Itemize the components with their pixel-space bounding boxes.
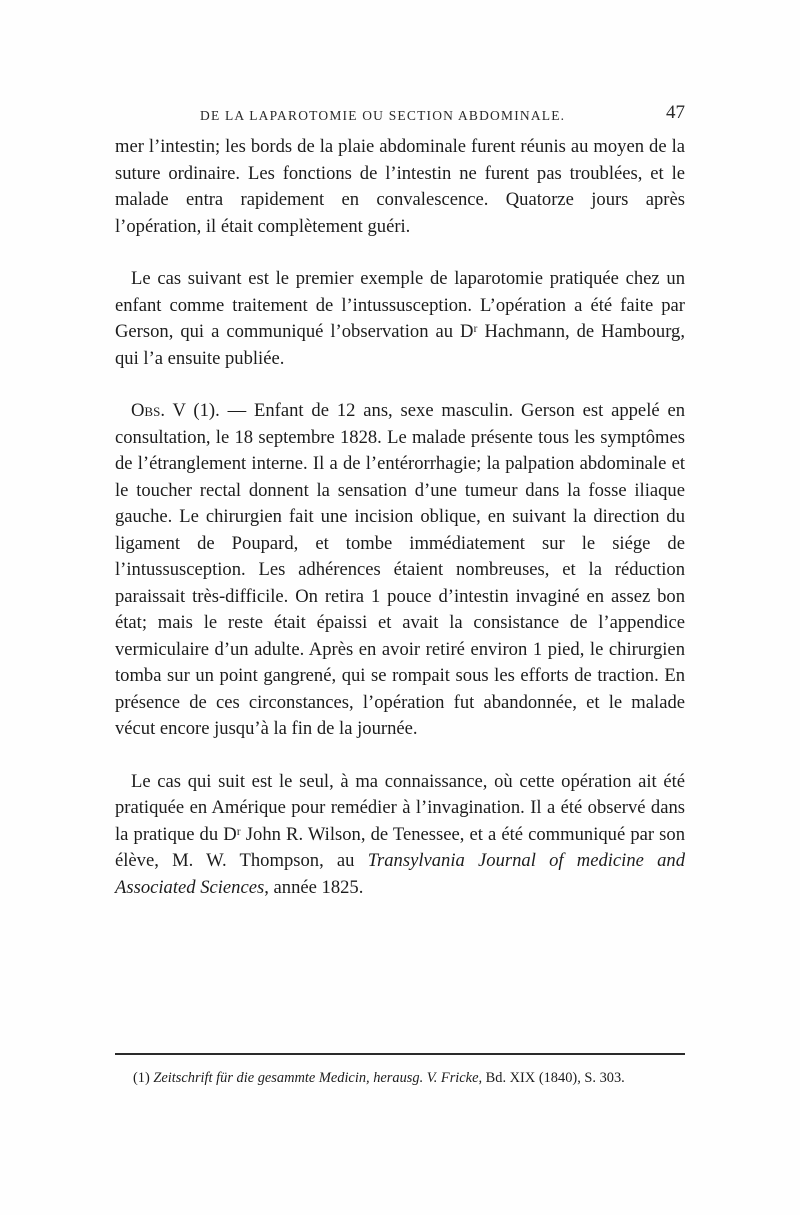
body-text [115, 134, 685, 901]
american-case-year: , année 1825. [264, 876, 364, 898]
observation-text: — Enfant de 12 ans, sexe masculin. Gerson est appelé en consultation, le 18 septembre 1828. Le malade présente tous les symptômes de l’étranglement interne. Il a de l’entérorrhagie; la palpation abdominale et le toucher rectal donnent la sensation d’une tumeur dans la fosse iliaque gauche. Le chirurgien fait une incision oblique, en suivant la direction du ligament de Poupard, et tombe immédiatement sur le siége de l’intussusception. Les adhérences étaient nombreuses, et la réduction paraissait très-difficile. On retira 1 pouce d’intestin invaginé en assez bon état; mais le reste était épaissi et avait la consistance de l’appendice vermiculaire d’un adulte. Après en avoir retiré environ 1 pied, le chirurgien tomba sur un point gangrené, qui se rompait sous les efforts de traction. En présence de ces circonstances, l’opération fut abandonnée, et le malade vécut encore jusqu’à la fin de la journée. [115, 400, 685, 739]
footnote-source: Zeitschrift für die gesammte Medicin, herausg. V. Fricke, [153, 1070, 483, 1086]
american-case-text: Le cas qui suit est le seul, à ma connaissance, où cette opération ait été pratiquée en Amérique pour remédier à l’invagination. Il a été observé dans la pratique du Dʳ John R. Wilson, de Tenessee, et a été communiqué par son élève, M. W. Thompson, au [115, 770, 685, 871]
paragraph-case-intro: Le cas suivant est le premier exemple de laparotomie pratiquée chez un enfant comme traitement de l’intussusception. L’opération a été faite par Gerson, qui a communiqué l’observation au Dʳ Hachmann, de Hambourg, qui l’a ensuite publiée. [115, 268, 685, 369]
footnote-reference: Bd. XIX (1840), S. 303. [482, 1070, 625, 1086]
paragraph-observation-v [115, 398, 685, 743]
paragraph-american-case [115, 769, 685, 902]
footnote-rule [115, 1053, 685, 1055]
paragraph-continuation: mer l’intestin; les bords de la plaie abdominale furent réunis au moyen de la suture ordinaire. Les fonctions de l’intestin ne furent pas troublées, et le malade entra rapidement en convalescence. Quatorze jours après l’opération, il était complètement guéri. [115, 136, 685, 237]
journal-title: Transylvania Journal of medicine and Associated Sciences [115, 850, 685, 898]
observation-label: Obs. V (1). [131, 400, 220, 421]
page-header [170, 102, 685, 130]
footnote [115, 1068, 685, 1089]
footnote-mark: (1) [133, 1070, 150, 1086]
page-number: 47 [666, 102, 685, 123]
running-head: DE LA LAPAROTOMIE OU SECTION ABDOMINALE. [200, 108, 566, 123]
